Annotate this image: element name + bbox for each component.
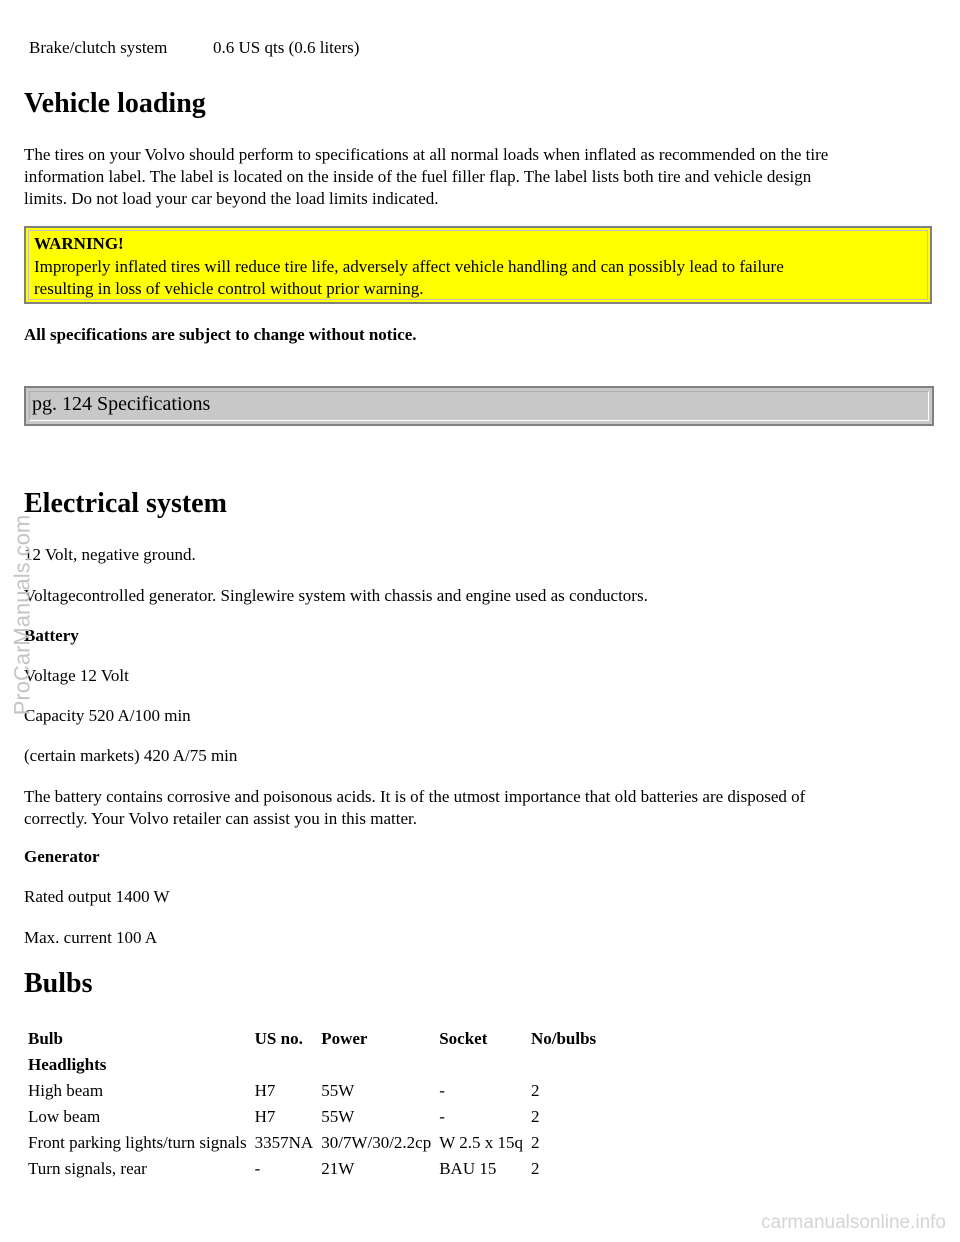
cell-no-bulbs: 2 [530,1159,540,1178]
table-row [24,1104,600,1130]
battery-text-line-2: correctly. Your Volvo retailer can assist you in this matter. [24,809,417,828]
cell-us-no: H7 [254,1107,276,1126]
procarmanuals-watermark-text: ProCarManuals.com [9,514,35,716]
warning-line-2: resulting in loss of vehicle control without prior warning. [34,279,424,298]
generator-rated-output: Rated output 1400 W [24,887,170,906]
cell-socket: - [439,1107,445,1126]
bulbs-table-header-row [24,1026,600,1052]
electrical-line-2: Voltagecontrolled generator. Singlewire system with chassis and engine used as conductors. [24,586,648,605]
cell-socket: BAU 15 [439,1159,497,1178]
vehicle-loading-line-2: information label. The label is located on the inside of the fuel filler flap. The label lists both tire and vehicle design [24,167,812,186]
cell-bulb: High beam [28,1081,104,1100]
page-header-text: pg. 124 Specifications [32,393,211,415]
column-header-power: Power [321,1029,368,1048]
battery-heading: Battery [24,626,79,645]
warning-text [34,256,924,300]
vehicle-loading-line-1: The tires on your Volvo should perform to specifications at all normal loads when inflated as recommended on the tire [24,145,829,164]
cell-no-bulbs: 2 [530,1107,540,1126]
electrical-line-1: 12 Volt, negative ground. [24,545,196,564]
cell-us-no: - [254,1159,261,1178]
cell-bulb: Front parking lights/turn signals [28,1133,247,1152]
generator-max-current: Max. current 100 A [24,928,158,947]
table-row [24,1078,600,1104]
cell-power: 30/7W/30/2.2cp [321,1133,432,1152]
table-row [24,1156,600,1182]
empty-cell [435,1052,527,1078]
cell-power: 21W [321,1159,355,1178]
electrical-system-heading: Electrical system [24,488,227,519]
table-row [24,1130,600,1156]
column-header-us-no: US no. [254,1029,303,1048]
cell-socket: W 2.5 x 15q [439,1133,523,1152]
column-header-no-bulbs: No/bulbs [530,1029,597,1048]
cell-bulb: Low beam [28,1107,101,1126]
warning-title: WARNING! [34,234,124,253]
carmanualsonline-watermark: carmanualsonline.info [761,1212,946,1233]
warning-box [24,226,932,304]
empty-cell [251,1052,318,1078]
warning-line-1: Improperly inflated tires will reduce tire life, adversely affect vehicle handling and can possibly lead to failure [34,257,784,276]
battery-voltage: Voltage 12 Volt [24,666,129,685]
brake-clutch-row [29,38,359,58]
cell-power: 55W [321,1107,355,1126]
table-section-row [24,1052,600,1078]
cell-socket: - [439,1081,445,1100]
procarmanuals-watermark [0,490,44,740]
cell-no-bulbs: 2 [530,1133,540,1152]
column-header-socket: Socket [439,1029,488,1048]
bulbs-heading: Bulbs [24,968,93,999]
vehicle-loading-line-3: limits. Do not load your car beyond the load limits indicated. [24,189,439,208]
battery-capacity-certain-markets: (certain markets) 420 A/75 min [24,746,238,765]
vehicle-loading-heading: Vehicle loading [24,88,206,119]
battery-capacity: Capacity 520 A/100 min [24,706,191,725]
generator-heading: Generator [24,847,100,866]
page-header-bar [24,386,934,426]
cell-bulb: Turn signals, rear [28,1159,147,1178]
specifications-notice: All specifications are subject to change without notice. [24,325,417,344]
cell-no-bulbs: 2 [530,1081,540,1100]
battery-text-line-1: The battery contains corrosive and poisonous acids. It is of the utmost importance that old batteries are disposed of [24,787,806,806]
column-header-bulb: Bulb [28,1029,63,1048]
section-headlights: Headlights [28,1055,107,1074]
empty-cell [527,1052,600,1078]
cell-us-no: 3357NA [254,1133,314,1152]
cell-power: 55W [321,1081,355,1100]
cell-us-no: H7 [254,1081,276,1100]
empty-cell [317,1052,435,1078]
brake-clutch-label: Brake/clutch system [29,38,168,57]
brake-clutch-value: 0.6 US qts (0.6 liters) [213,38,360,57]
bulbs-table [24,1026,600,1182]
